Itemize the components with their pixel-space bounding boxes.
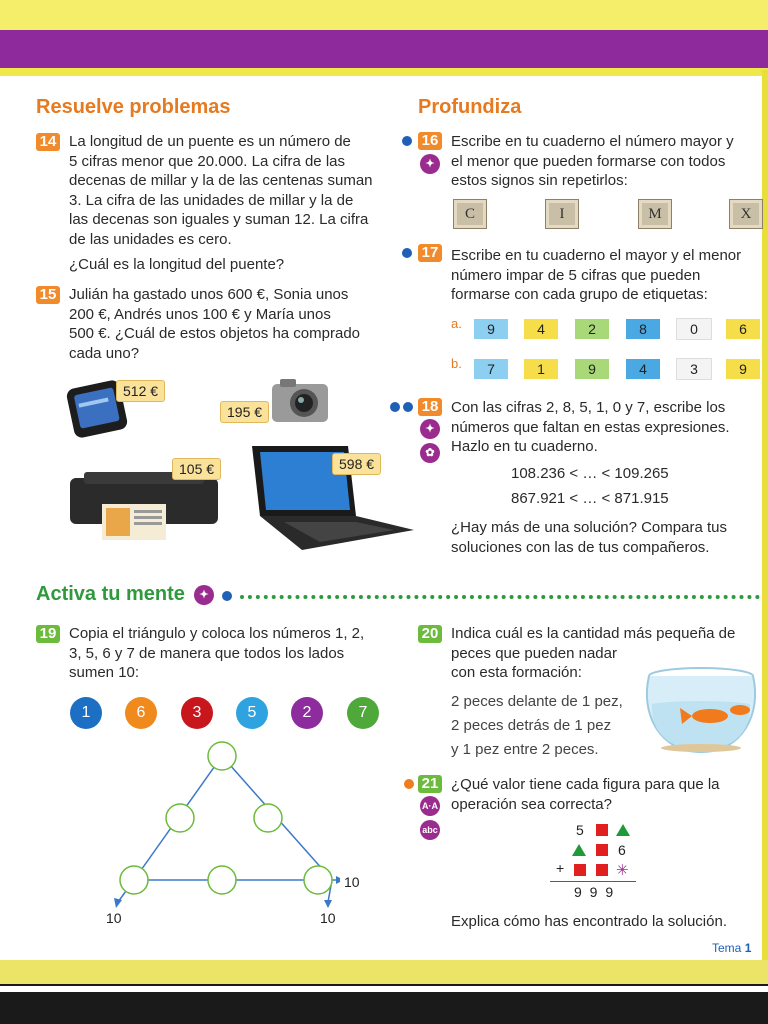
text-line: formarse con cada grupo de etiquetas:: [451, 286, 708, 303]
text-line: 200 €, Andrés unos 100 € y María unos: [69, 305, 331, 323]
sum-result: 9 9 9: [574, 884, 616, 900]
expression-1: 108.236 < … < 109.265: [511, 465, 669, 482]
row-b-label: b.: [451, 356, 462, 371]
triangle-diagram: [100, 738, 340, 908]
digit-label: 6: [726, 319, 760, 339]
price-tag: 105 €: [172, 458, 221, 480]
digit-label: 1: [524, 359, 558, 379]
roman-sign: X: [729, 199, 763, 229]
digit: 5: [576, 822, 584, 838]
number-ball: 3: [181, 697, 213, 729]
printer-image: [66, 470, 222, 542]
plus-sign: +: [556, 860, 565, 876]
text-line: Julián ha gastado unos 600 €, Sonia unos: [69, 286, 349, 303]
text-line: estos signos sin repetirlos:: [451, 172, 628, 189]
section-activa-title: Activa tu mente: [36, 583, 185, 605]
footer-tema-label: Tema: [712, 941, 742, 955]
problem-16-text: [451, 132, 761, 191]
problem-number: 17: [418, 244, 442, 262]
problem-number: 20: [418, 625, 442, 643]
text-line: soluciones con las de tus compañeros.: [451, 538, 710, 556]
text-line: el menor que pueden formarse con todos: [451, 152, 726, 170]
text-line: Escribe en tu cuaderno el número mayor y: [451, 133, 734, 150]
text-line: ¿Qué valor tiene cada figura para que la: [451, 776, 720, 793]
text-line: peces que pueden nadar: [451, 644, 617, 662]
side-sum-label: 10: [106, 910, 122, 926]
digit-label: 9: [726, 359, 760, 379]
difficulty-dot: [404, 779, 414, 789]
text-line: número impar de 5 cifras que pueden: [451, 266, 701, 284]
problem-21-text: [451, 775, 761, 814]
bottom-band: [0, 960, 768, 984]
problem-18-text: [451, 398, 761, 457]
number-ball: 2: [291, 697, 323, 729]
number-ball: 1: [70, 697, 102, 729]
mascot-icon: ✿: [420, 443, 440, 463]
white-strip: [0, 986, 768, 992]
problem-number: 14: [36, 133, 60, 151]
problem-14-question: ¿Cuál es la longitud del puente?: [69, 256, 285, 273]
difficulty-dot: [390, 402, 400, 412]
section-resuelve-title: Resuelve problemas: [36, 96, 231, 118]
problem-number: 19: [36, 625, 60, 643]
mascot-icon: ✦: [194, 585, 214, 605]
row-a-label: a.: [451, 316, 462, 331]
price-tag: 512 €: [116, 380, 165, 402]
problem-17-text: [451, 246, 761, 305]
abc-icon: abc: [420, 820, 440, 840]
difficulty-dot: [222, 591, 232, 601]
problem-15-text: [69, 285, 409, 363]
page-number: 1: [744, 941, 752, 955]
text-line: números que faltan en estas expresiones.: [451, 418, 730, 436]
digit-label: 4: [626, 359, 660, 379]
text-line: Con las cifras 2, 8, 5, 1, 0 y 7, escribe los: [451, 399, 726, 416]
price-tag: 195 €: [220, 401, 269, 423]
roman-sign: C: [453, 199, 487, 229]
digit-label: 0: [676, 318, 712, 340]
triangle-figure: [572, 844, 586, 856]
text-line: operación sea correcta?: [451, 795, 612, 813]
yellow-line: [0, 68, 768, 76]
square-figure: [596, 864, 608, 876]
side-sum-label: 10: [320, 910, 336, 926]
problem-19-text: [69, 624, 389, 683]
digit-label: 9: [474, 319, 508, 339]
text-line: cada uno?: [69, 344, 140, 362]
roman-sign: M: [638, 199, 672, 229]
digit-label: 3: [676, 358, 712, 380]
problem-number: 15: [36, 286, 60, 304]
text-line: Indica cuál es la cantidad más pequeña de: [451, 625, 736, 642]
purple-header-bar: [0, 30, 768, 68]
difficulty-dot: [403, 402, 413, 412]
dotted-divider: [240, 595, 760, 599]
problem-number: 16: [418, 132, 442, 150]
text-line: 3, 5, 6 y 7 de manera que todos los lados: [69, 644, 345, 662]
sum-line: [550, 881, 636, 882]
top-band: [0, 0, 768, 30]
digit-label: 8: [626, 319, 660, 339]
text-line: y 1 pez entre 2 peces.: [451, 741, 599, 758]
text-line: 3. La cifra de las unidades de millar y la de: [69, 191, 354, 209]
mascot-icon: ✦: [420, 154, 440, 174]
text-line: Hazlo en tu cuaderno.: [451, 438, 598, 455]
laptop-image: [244, 442, 416, 552]
digit-label: 2: [575, 319, 609, 339]
text-line: ¿Hay más de una solución? Compara tus: [451, 519, 727, 536]
text-line: sumen 10:: [69, 664, 140, 681]
text-line: Escribe en tu cuaderno el mayor y el menor: [451, 247, 742, 264]
star-figure: ✳: [616, 862, 629, 879]
difficulty-dot: [402, 248, 412, 258]
side-sum-label: 10: [344, 874, 360, 890]
problem-14-text: [69, 132, 409, 275]
text-line: 2 peces delante de 1 pez,: [451, 693, 623, 710]
text-line: decenas de millar y la de las centenas suman: [69, 172, 373, 189]
number-ball: 7: [347, 697, 379, 729]
square-figure: [596, 824, 608, 836]
square-figure: [596, 844, 608, 856]
text-line: de las unidades es cero.: [69, 230, 232, 248]
fishbowl-image: [640, 664, 762, 756]
problem-21-closing: Explica cómo has encontrado la solución.: [451, 913, 727, 930]
text-line: las decenas son iguales y suman 12. La cifra: [69, 211, 369, 228]
digit-label: 9: [575, 359, 609, 379]
triangle-figure: [616, 824, 630, 836]
text-line: Copia el triángulo y coloca los números 1, 2,: [69, 625, 365, 642]
text-line: 2 peces detrás de 1 pez: [451, 717, 612, 734]
difficulty-dot: [402, 136, 412, 146]
digit: 6: [618, 842, 626, 858]
footer-tema: [712, 941, 751, 955]
mascot-icon: ✦: [420, 419, 440, 439]
problem-number: 21: [418, 775, 442, 793]
text-line: La longitud de un puente es un número de: [69, 133, 351, 150]
letters-icon: A·A: [420, 796, 440, 816]
square-figure: [574, 864, 586, 876]
text-line: 500 €. ¿Cuál de estos objetos ha comprado: [69, 325, 361, 342]
text-line: con esta formación:: [451, 664, 582, 681]
roman-sign: I: [545, 199, 579, 229]
text-line: 5 cifras menor que 20.000. La cifra de las: [69, 152, 345, 170]
section-profundiza-title: Profundiza: [418, 96, 522, 118]
problem-18-closing: [451, 518, 761, 557]
number-ball: 5: [236, 697, 268, 729]
digit-label: 4: [524, 319, 558, 339]
digit-label: 7: [474, 359, 508, 379]
price-tag: 598 €: [332, 453, 381, 475]
number-ball: 6: [125, 697, 157, 729]
problem-number: 18: [418, 398, 442, 416]
camera-image: [270, 376, 330, 424]
expression-2: 867.921 < … < 871.915: [511, 490, 669, 507]
problem-20-clues: [451, 690, 641, 762]
